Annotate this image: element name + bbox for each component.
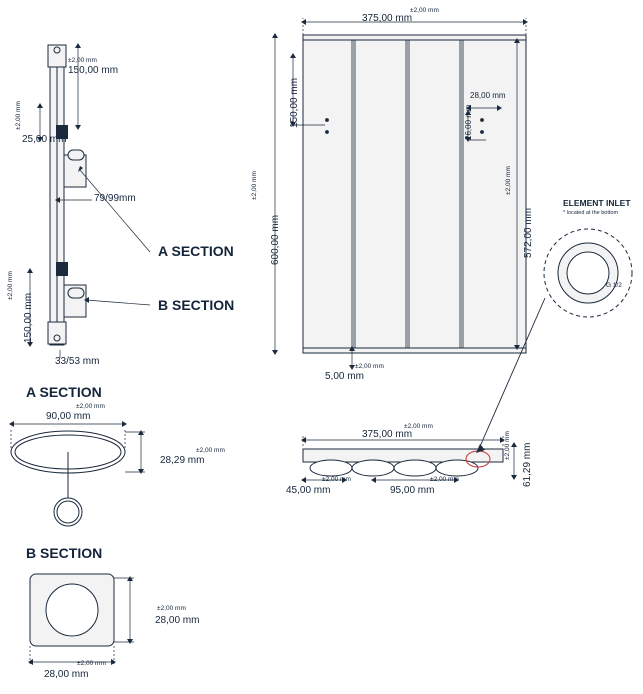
front-height-tolerance: ±2,00 mm <box>251 171 258 200</box>
a-section-height-tolerance: ±2,00 mm <box>196 447 225 454</box>
top-view-geometry <box>303 449 503 476</box>
top-center-pitch: 95,00 mm <box>390 485 435 496</box>
a-section-title: A SECTION <box>26 384 102 400</box>
b-section-height: 28,00 mm <box>155 615 200 626</box>
top-depth: 61,29 mm <box>522 442 533 487</box>
a-section-width: 90,00 mm <box>46 411 91 422</box>
side-small-length: 25,00 mm <box>22 134 67 145</box>
side-top-len-tolerance: ±2,00 mm <box>68 57 97 64</box>
top-width: 375,00 mm <box>362 429 413 440</box>
front-height: 600,00 mm <box>270 214 281 265</box>
b-section-title: B SECTION <box>26 545 103 561</box>
side-bottom-length: 150,00 mm <box>23 292 34 343</box>
top-center-pitch-tolerance: ±2,00 mm <box>430 476 459 483</box>
b-section-width: 28,00 mm <box>44 669 89 680</box>
front-inner-height-tolerance: ±2,00 mm <box>505 166 512 195</box>
front-inner-height: 572,00 mm <box>523 207 534 258</box>
side-base-label: 33/53 mm <box>55 356 100 367</box>
front-hole-offset-y: 26,00 mm <box>464 104 473 140</box>
front-hole-offset-x: 28,00 mm <box>470 91 506 100</box>
b-section-height-tolerance: ±2,00 mm <box>157 605 186 612</box>
callout-b-section: B SECTION <box>158 297 235 313</box>
a-section-height: 28,29 mm <box>160 455 205 466</box>
a-section-width-tolerance: ±2,00 mm <box>76 403 105 410</box>
top-width-tolerance: ±2,00 mm <box>404 423 433 430</box>
front-view-geometry <box>303 35 526 353</box>
front-bottom-gap: 5,00 mm <box>325 371 364 382</box>
front-bottom-gap-tolerance: ±2,00 mm <box>355 363 384 370</box>
side-view-geometry <box>48 45 86 345</box>
side-small-tolerance: ±2,00 mm <box>15 101 22 130</box>
side-bottom-tolerance: ±2,00 mm <box>7 271 14 300</box>
front-width: 375,00 mm <box>362 13 413 24</box>
element-inlet-note: * located at the bottom <box>563 210 619 216</box>
a-section-geometry <box>11 431 125 526</box>
top-depth-tolerance: ±2,00 mm <box>504 431 511 460</box>
top-edge-pitch: 45,00 mm <box>286 485 331 496</box>
callout-a-section: A SECTION <box>158 243 234 259</box>
top-edge-pitch-tolerance: ±2,00 mm <box>322 476 351 483</box>
b-section-geometry <box>30 574 114 646</box>
side-top-length: 150,00 mm <box>68 65 119 76</box>
b-section-width-tolerance: ±2,00 mm <box>77 660 106 667</box>
front-width-tolerance: ±2,00 mm <box>410 7 439 14</box>
front-mount-top: 150,00 mm <box>289 77 300 128</box>
element-inlet-title: ELEMENT INLET <box>563 198 631 208</box>
side-depth-label: 79/99mm <box>94 193 136 204</box>
element-inlet-thread: G 1/2 <box>606 282 622 289</box>
